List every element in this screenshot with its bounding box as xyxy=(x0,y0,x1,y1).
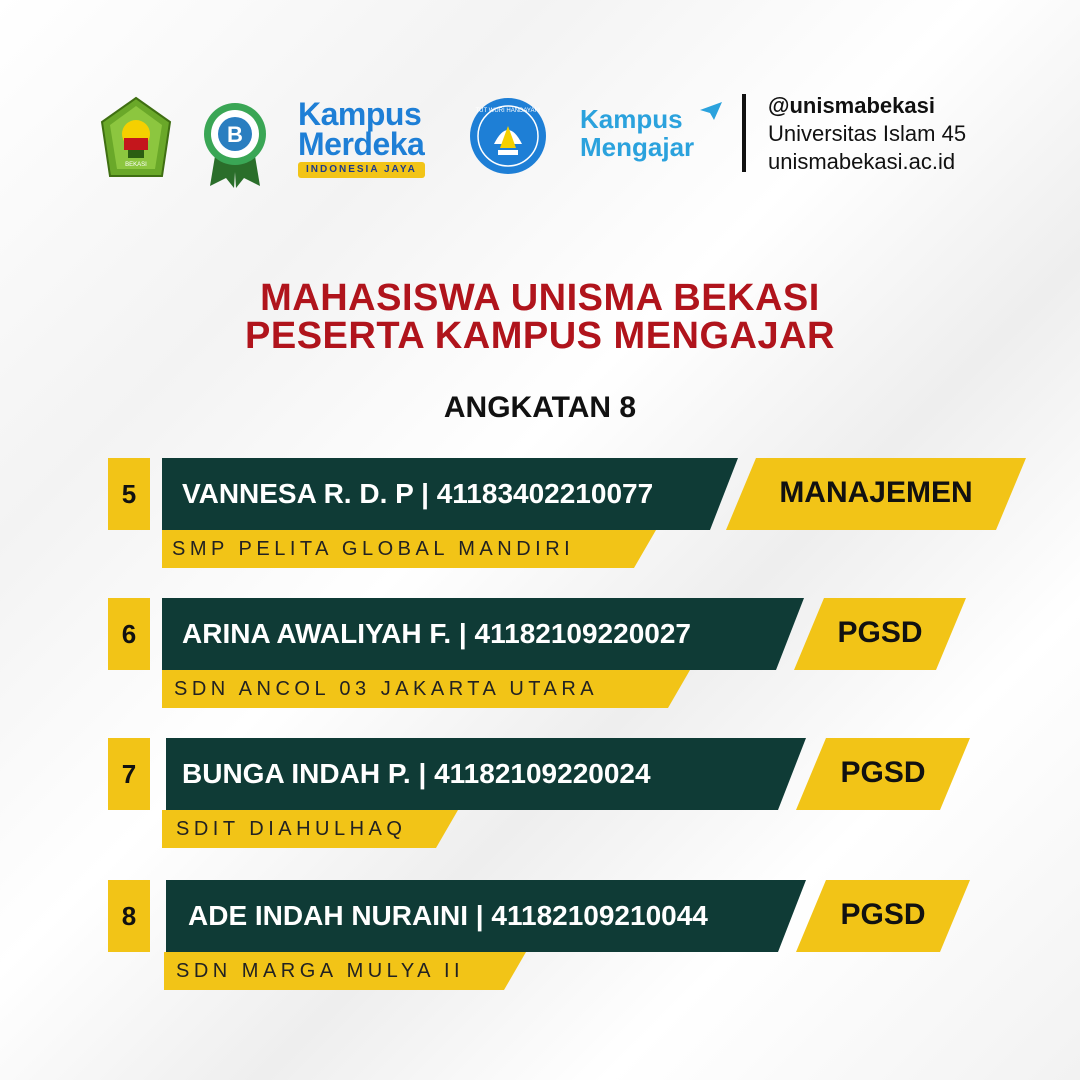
student-entry xyxy=(0,458,1080,598)
study-program: PGSD xyxy=(837,616,923,649)
contact-university: Universitas Islam 45 xyxy=(768,121,967,146)
kampus-mengajar-line2: Mengajar xyxy=(580,132,695,162)
kampus-merdeka-line1: Kampus xyxy=(298,96,422,132)
student-name-id: VANNESA R. D. P | 41183402210077 xyxy=(182,478,654,509)
tut-wuri-handayani-logo-icon xyxy=(468,96,548,176)
school-name: SDIT DIAHULHAQ xyxy=(176,818,407,840)
study-program: MANAJEMEN xyxy=(779,476,973,509)
contact-handle: @unismabekasi xyxy=(768,93,935,118)
page-title-line1: MAHASISWA UNISMA BEKASI xyxy=(260,277,820,319)
student-entry xyxy=(0,738,1080,878)
student-entry xyxy=(0,598,1080,738)
entry-number: 5 xyxy=(108,458,150,530)
cohort-subtitle: ANGKATAN 8 xyxy=(443,391,637,424)
entry-number: 6 xyxy=(108,598,150,670)
page-title-line2: PESERTA KAMPUS MENGAJAR xyxy=(245,315,835,357)
study-program: PGSD xyxy=(840,756,926,789)
unisma-logo-icon xyxy=(100,96,172,180)
student-entry xyxy=(0,880,1080,1020)
school-name: SDN ANCOL 03 JAKARTA UTARA xyxy=(174,678,599,700)
student-name-id: ARINA AWALIYAH F. | 41182109220027 xyxy=(182,618,691,649)
kampus-mengajar-line1: Kampus xyxy=(580,104,683,134)
svg-text:B: B xyxy=(227,122,243,147)
entry-number: 7 xyxy=(108,738,150,810)
study-program: PGSD xyxy=(840,898,926,931)
kampus-merdeka-line2: Merdeka xyxy=(298,126,425,162)
accreditation-b-logo-icon xyxy=(202,100,268,188)
svg-text:BEKASI: BEKASI xyxy=(125,162,147,168)
school-name: SDN MARGA MULYA II xyxy=(176,960,465,982)
entry-number: 8 xyxy=(108,880,150,952)
header-divider xyxy=(742,94,746,172)
kampus-merdeka-tagline: INDONESIA JAYA xyxy=(298,162,425,178)
kampus-merdeka-logo xyxy=(298,98,450,180)
paper-plane-icon xyxy=(700,102,722,120)
student-name-id: BUNGA INDAH P. | 41182109220024 xyxy=(182,758,651,789)
contact-website: unismabekasi.ac.id xyxy=(768,149,956,174)
school-name: SMP PELITA GLOBAL MANDIRI xyxy=(172,538,575,560)
student-name-id: ADE INDAH NURAINI | 41182109210044 xyxy=(188,900,708,931)
svg-text:TUT WURI HANDAYANI: TUT WURI HANDAYANI xyxy=(475,108,541,114)
